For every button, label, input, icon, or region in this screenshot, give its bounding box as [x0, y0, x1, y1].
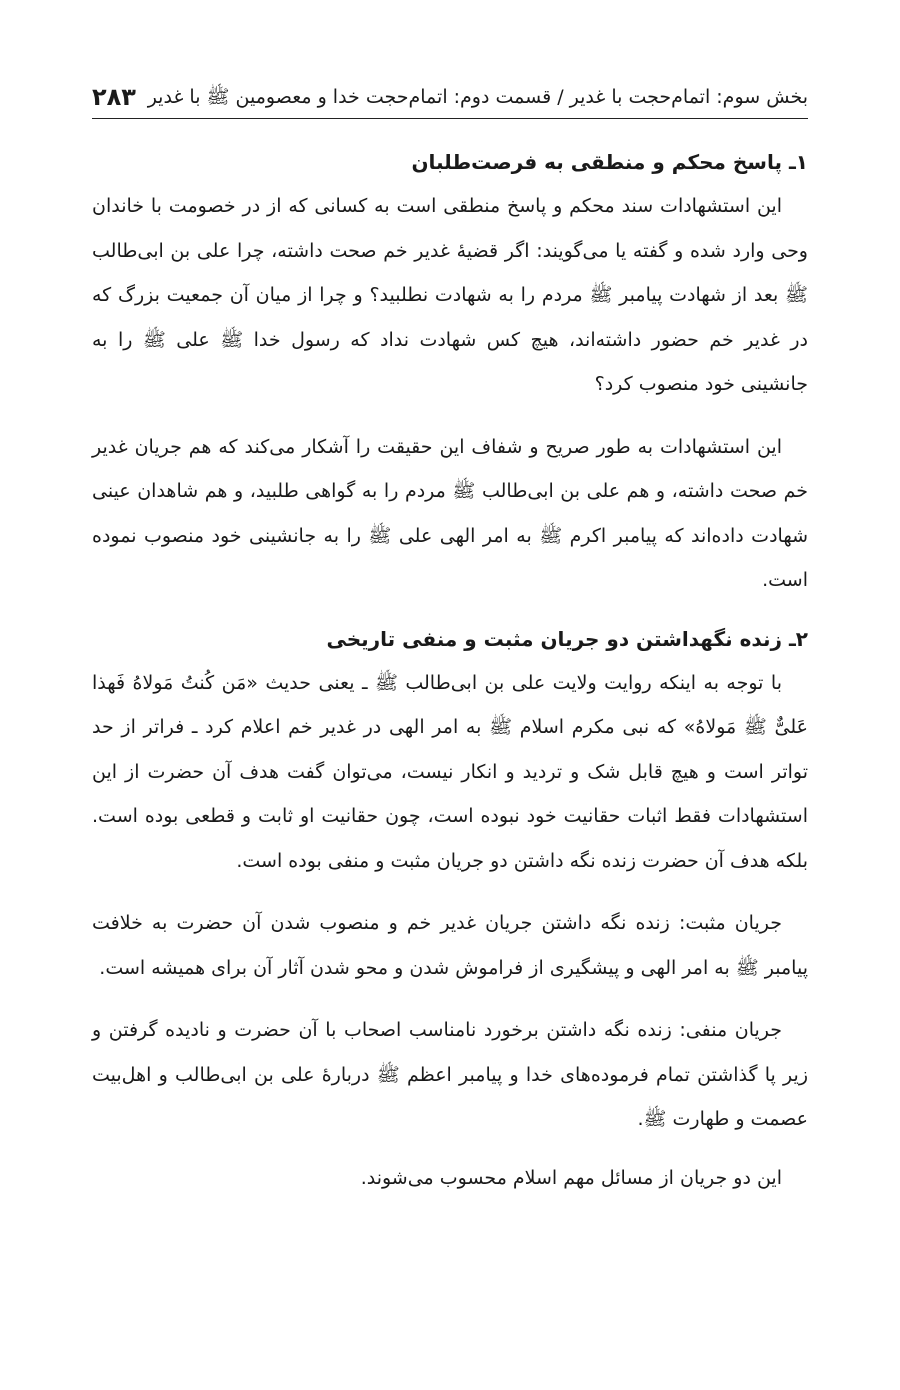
paragraph: این دو جریان از مسائل مهم اسلام محسوب می‌شوند.	[360, 1166, 782, 1189]
paragraph: این استشهادات سند محکم و پاسخ منطقی است به کسانی که از در خصومت با خاندان وحی وارد شده و گفته یا می‌گویند: اگر قضیهٔ غدیر خم صحت داشته، چرا علی بن ابی‌طالب ﷺ بعد از شهادت پیامبر ﷺ مردم را به شهادت نطلبید؟ و چرا از میان آن جمعیت بزرگ که در غدیر خم حضور داشته‌اند، هیچ کس شهادت نداد که رسول خدا ﷺ علی ﷺ را به جانشینی خود منصوب کرد؟	[92, 195, 808, 395]
paragraph: این استشهادات به طور صریح و شفاف این حقیقت را آشکار می‌کند که هم جریان غدیر خم صحت داشته، و هم علی بن ابی‌طالب ﷺ مردم را به گواهی طلبید، و هم شاهدان عینی شهادت داده‌اند که پیامبر اکرم ﷺ به امر الهی علی ﷺ را به جانشینی خود منصوب نموده است.	[92, 435, 808, 591]
header-divider	[92, 118, 808, 119]
section-heading-2: ۲ـ زنده نگهداشتن دو جریان مثبت و منفی تاریخی	[326, 626, 808, 651]
header-title: بخش سوم: اتمام‌حجت با غدیر / قسمت دوم: اتمام‌حجت خدا و معصومین ﷺ با غدیر	[147, 86, 808, 108]
paragraph: با توجه به اینکه روایت ولایت علی بن ابی‌طالب ﷺ ـ یعنی حدیث «مَن کُنتُ مَولاهُ فَهذا عَلیٌّ ﷺ مَولاهُ» که نبی مکرم اسلام ﷺ به امر الهی در غدیر خم اعلام کرد ـ فراتر از حد تواتر است و هیچ قابل شک و تردید و انکار نیست، می‌توان گفت هدف آن حضرت از این استشهادات فقط اثبات حقانیت خود نبوده است، چون حقانیت او ثابت و قطعی بوده است. بلکه هدف آن حضرت زنده نگه داشتن دو جریان مثبت و منفی بوده است.	[92, 671, 808, 872]
section-heading-1: ۱ـ پاسخ محکم و منطقی به فرصت‌طلبان	[411, 150, 808, 174]
paragraph: جریان منفی: زنده نگه داشتن برخورد نامناسب اصحاب با آن حضرت و نادیده گرفتن و زیر پا گذاشتن تمام فرموده‌های خدا و پیامبر اعظم ﷺ دربارهٔ علی بن ابی‌طالب و اهل‌بیت عصمت و طهارت ﷺ.	[92, 1019, 808, 1130]
running-header	[92, 66, 808, 116]
body-text	[92, 142, 808, 1200]
paragraph: جریان مثبت: زنده نگه داشتن جریان غدیر خم و منصوب شدن آن حضرت به خلافت پیامبر ﷺ به امر الهی و پیشگیری از فراموش شدن و محو شدن آثار آن برای همیشه است.	[92, 912, 808, 979]
page-number: ۲۸۳	[92, 83, 136, 111]
